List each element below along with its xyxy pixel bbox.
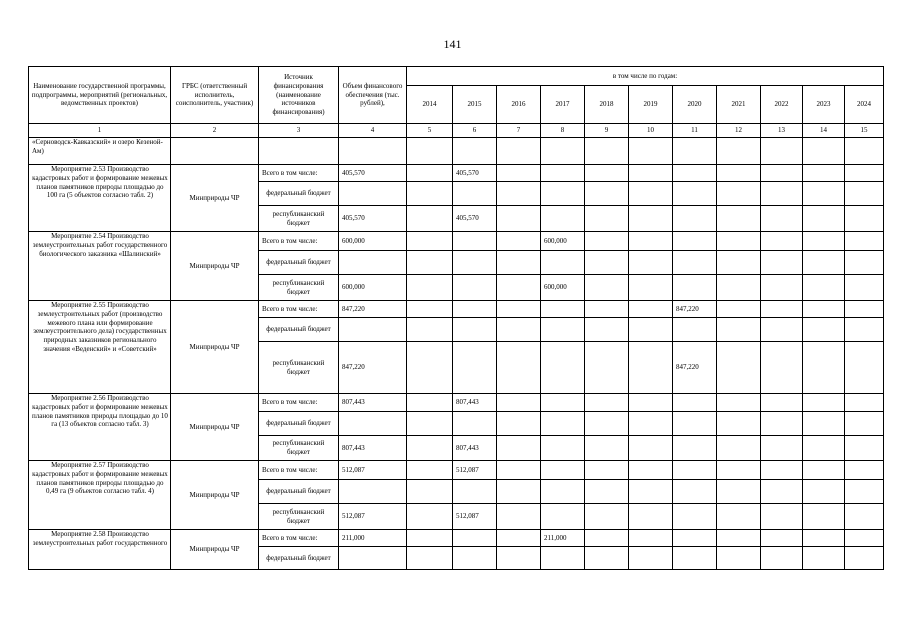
year-value-cell <box>629 530 673 547</box>
table-row <box>29 138 884 165</box>
header-column-number: 3 <box>259 124 339 138</box>
year-value-cell <box>407 412 453 436</box>
year-value-cell: 847,220 <box>673 342 717 394</box>
volume-cell <box>339 412 407 436</box>
ministry-cell: Минприроды ЧР <box>171 301 259 394</box>
header-year: 2022 <box>761 86 803 124</box>
empty-cell <box>629 138 673 165</box>
year-value-cell <box>845 504 884 530</box>
year-value-cell <box>629 275 673 301</box>
year-value-cell: 405,570 <box>453 206 497 232</box>
header-year: 2016 <box>497 86 541 124</box>
year-value-cell <box>803 232 845 251</box>
year-value-cell <box>717 436 761 461</box>
volume-cell: 600,000 <box>339 275 407 301</box>
year-value-cell <box>497 182 541 206</box>
year-value-cell <box>407 165 453 182</box>
table-row <box>29 301 884 318</box>
year-value-cell <box>453 412 497 436</box>
year-value-cell <box>585 461 629 480</box>
empty-cell <box>453 138 497 165</box>
volume-cell: 512,087 <box>339 504 407 530</box>
year-value-cell <box>407 182 453 206</box>
year-value-cell <box>629 436 673 461</box>
source-cell: Всего в том числе: <box>259 394 339 412</box>
year-value-cell <box>541 547 585 570</box>
year-value-cell <box>407 530 453 547</box>
source-cell: федеральный бюджет <box>259 182 339 206</box>
year-value-cell <box>541 461 585 480</box>
header-column-number: 14 <box>803 124 845 138</box>
continuation-text: «Серноводск-Кавказский» и озеро Кезеной-Ам) <box>29 138 171 165</box>
year-value-cell <box>673 412 717 436</box>
year-value-cell <box>407 342 453 394</box>
year-value-cell: 211,000 <box>541 530 585 547</box>
year-value-cell <box>717 530 761 547</box>
header-year: 2018 <box>585 86 629 124</box>
year-value-cell <box>673 232 717 251</box>
year-value-cell <box>673 436 717 461</box>
empty-cell <box>407 138 453 165</box>
volume-cell <box>339 182 407 206</box>
year-value-cell <box>453 530 497 547</box>
year-value-cell <box>717 206 761 232</box>
header-column-number: 5 <box>407 124 453 138</box>
year-value-cell <box>803 480 845 504</box>
source-cell: федеральный бюджет <box>259 251 339 275</box>
year-value-cell <box>803 342 845 394</box>
empty-cell <box>803 138 845 165</box>
year-value-cell <box>407 275 453 301</box>
year-value-cell <box>585 530 629 547</box>
year-value-cell <box>803 504 845 530</box>
year-value-cell <box>497 480 541 504</box>
year-value-cell <box>761 480 803 504</box>
financing-table <box>28 66 884 570</box>
empty-cell <box>845 138 884 165</box>
year-value-cell <box>761 251 803 275</box>
year-value-cell <box>541 301 585 318</box>
measure-title: Мероприятие 2.53 Производство кадастровых работ и формирование межевых планов памятников природы площадью до 100 га (5 объектов согласно табл. 2) <box>29 165 171 232</box>
table-row <box>29 165 884 182</box>
year-value-cell <box>761 275 803 301</box>
table-row <box>29 394 884 412</box>
year-value-cell <box>673 275 717 301</box>
year-value-cell <box>717 480 761 504</box>
table-row <box>29 232 884 251</box>
header-column-number: 6 <box>453 124 497 138</box>
year-value-cell <box>803 394 845 412</box>
year-value-cell <box>497 251 541 275</box>
header-year: 2019 <box>629 86 673 124</box>
year-value-cell <box>803 436 845 461</box>
year-value-cell <box>629 412 673 436</box>
source-cell: федеральный бюджет <box>259 547 339 570</box>
year-value-cell <box>803 275 845 301</box>
year-value-cell <box>407 318 453 342</box>
year-value-cell <box>717 301 761 318</box>
header-year: 2021 <box>717 86 761 124</box>
source-cell: Всего в том числе: <box>259 301 339 318</box>
year-value-cell <box>497 206 541 232</box>
empty-cell <box>541 138 585 165</box>
header-year: 2024 <box>845 86 884 124</box>
year-value-cell <box>761 436 803 461</box>
volume-cell <box>339 547 407 570</box>
year-value-cell <box>407 504 453 530</box>
year-value-cell <box>629 547 673 570</box>
year-value-cell: 600,000 <box>541 232 585 251</box>
year-value-cell <box>845 461 884 480</box>
year-value-cell <box>453 232 497 251</box>
year-value-cell <box>803 206 845 232</box>
year-value-cell <box>453 251 497 275</box>
year-value-cell <box>845 232 884 251</box>
year-value-cell <box>717 182 761 206</box>
year-value-cell <box>453 301 497 318</box>
year-value-cell <box>673 480 717 504</box>
year-value-cell <box>453 547 497 570</box>
year-value-cell: 512,087 <box>453 504 497 530</box>
year-value-cell <box>497 318 541 342</box>
year-value-cell <box>803 251 845 275</box>
year-value-cell <box>845 547 884 570</box>
header-column-number: 15 <box>845 124 884 138</box>
year-value-cell <box>541 394 585 412</box>
volume-cell: 600,000 <box>339 232 407 251</box>
year-value-cell <box>717 461 761 480</box>
year-value-cell <box>407 232 453 251</box>
volume-cell: 512,087 <box>339 461 407 480</box>
header-column-number: 13 <box>761 124 803 138</box>
year-value-cell <box>761 206 803 232</box>
header-column-number: 2 <box>171 124 259 138</box>
year-value-cell <box>541 318 585 342</box>
year-value-cell <box>673 530 717 547</box>
year-value-cell <box>629 342 673 394</box>
year-value-cell <box>541 436 585 461</box>
volume-cell <box>339 480 407 504</box>
year-value-cell <box>717 342 761 394</box>
year-value-cell <box>845 251 884 275</box>
year-value-cell <box>407 206 453 232</box>
year-value-cell <box>629 232 673 251</box>
year-value-cell <box>761 232 803 251</box>
header-source: Источник финансирования (наименование источников финансирования) <box>259 67 339 124</box>
year-value-cell <box>761 301 803 318</box>
year-value-cell <box>803 461 845 480</box>
year-value-cell <box>585 436 629 461</box>
year-value-cell <box>673 251 717 275</box>
source-cell: федеральный бюджет <box>259 480 339 504</box>
year-value-cell <box>541 182 585 206</box>
year-value-cell <box>541 480 585 504</box>
year-value-cell <box>717 504 761 530</box>
year-value-cell <box>629 165 673 182</box>
volume-cell: 807,443 <box>339 394 407 412</box>
year-value-cell <box>407 480 453 504</box>
header-year: 2017 <box>541 86 585 124</box>
year-value-cell <box>761 394 803 412</box>
year-value-cell <box>845 206 884 232</box>
year-value-cell <box>585 547 629 570</box>
year-value-cell <box>673 394 717 412</box>
year-value-cell <box>629 251 673 275</box>
year-value-cell <box>497 342 541 394</box>
year-value-cell <box>407 436 453 461</box>
year-value-cell <box>717 275 761 301</box>
year-value-cell: 600,000 <box>541 275 585 301</box>
ministry-cell: Минприроды ЧР <box>171 232 259 301</box>
year-value-cell <box>585 480 629 504</box>
year-value-cell <box>803 547 845 570</box>
year-value-cell <box>585 504 629 530</box>
header-name: Наименование государственной программы, подпрограммы, мероприятий (региональных, ведомственных проектов) <box>29 67 171 124</box>
year-value-cell <box>585 412 629 436</box>
year-value-cell <box>803 318 845 342</box>
empty-cell <box>339 138 407 165</box>
header-years-label: в том числе по годам: <box>407 67 884 86</box>
year-value-cell <box>407 301 453 318</box>
year-value-cell <box>585 394 629 412</box>
header-column-number: 1 <box>29 124 171 138</box>
year-value-cell <box>717 412 761 436</box>
year-value-cell <box>497 504 541 530</box>
year-value-cell <box>541 412 585 436</box>
year-value-cell <box>717 547 761 570</box>
header-column-number: 8 <box>541 124 585 138</box>
year-value-cell <box>453 318 497 342</box>
year-value-cell <box>845 165 884 182</box>
year-value-cell <box>761 412 803 436</box>
year-value-cell <box>717 251 761 275</box>
year-value-cell <box>845 342 884 394</box>
year-value-cell <box>761 342 803 394</box>
header-column-number: 10 <box>629 124 673 138</box>
year-value-cell <box>585 275 629 301</box>
year-value-cell <box>845 318 884 342</box>
year-value-cell <box>761 318 803 342</box>
empty-cell <box>259 138 339 165</box>
source-cell: Всего в том числе: <box>259 232 339 251</box>
header-column-number: 12 <box>717 124 761 138</box>
page-number: 141 <box>443 37 462 51</box>
table-row <box>29 461 884 480</box>
volume-cell: 807,443 <box>339 436 407 461</box>
year-value-cell <box>845 301 884 318</box>
year-value-cell <box>541 206 585 232</box>
year-value-cell <box>717 318 761 342</box>
year-value-cell <box>845 530 884 547</box>
year-value-cell: 847,220 <box>673 301 717 318</box>
year-value-cell <box>585 232 629 251</box>
year-value-cell: 405,570 <box>453 165 497 182</box>
volume-cell: 847,220 <box>339 301 407 318</box>
header-volume: Объем финансового обеспечения (тыс. рублей), <box>339 67 407 124</box>
year-value-cell <box>803 301 845 318</box>
header-year: 2014 <box>407 86 453 124</box>
measure-title: Мероприятие 2.54 Производство землеустроительных работ государственного биологического заказника «Шалинский» <box>29 232 171 301</box>
year-value-cell <box>629 206 673 232</box>
year-value-cell <box>453 342 497 394</box>
year-value-cell <box>717 394 761 412</box>
empty-cell <box>673 138 717 165</box>
year-value-cell <box>541 504 585 530</box>
empty-cell <box>717 138 761 165</box>
year-value-cell <box>453 480 497 504</box>
year-value-cell <box>629 394 673 412</box>
ministry-cell: Минприроды ЧР <box>171 394 259 461</box>
volume-cell: 211,000 <box>339 530 407 547</box>
year-value-cell <box>845 275 884 301</box>
year-value-cell <box>761 461 803 480</box>
volume-cell: 847,220 <box>339 342 407 394</box>
year-value-cell <box>541 165 585 182</box>
year-value-cell <box>845 436 884 461</box>
year-value-cell <box>585 206 629 232</box>
year-value-cell <box>541 251 585 275</box>
source-cell: федеральный бюджет <box>259 412 339 436</box>
header-column-number: 11 <box>673 124 717 138</box>
source-cell: республиканский бюджет <box>259 342 339 394</box>
source-cell: республиканский бюджет <box>259 504 339 530</box>
empty-cell <box>585 138 629 165</box>
volume-cell: 405,570 <box>339 206 407 232</box>
year-value-cell <box>845 480 884 504</box>
year-value-cell <box>497 530 541 547</box>
ministry-cell: Минприроды ЧР <box>171 165 259 232</box>
year-value-cell: 512,087 <box>453 461 497 480</box>
year-value-cell <box>803 530 845 547</box>
year-value-cell <box>541 342 585 394</box>
year-value-cell <box>585 251 629 275</box>
year-value-cell <box>803 165 845 182</box>
year-value-cell <box>497 547 541 570</box>
year-value-cell <box>673 504 717 530</box>
year-value-cell <box>407 461 453 480</box>
header-column-number: 7 <box>497 124 541 138</box>
header-year: 2015 <box>453 86 497 124</box>
year-value-cell <box>673 206 717 232</box>
measure-title: Мероприятие 2.56 Производство кадастровых работ и формирование межевых планов памятников природы площадью до 10 га (13 объектов согласно табл. 3) <box>29 394 171 461</box>
year-value-cell <box>497 461 541 480</box>
year-value-cell <box>761 504 803 530</box>
header-grbs: ГРБС (ответственный исполнитель, соисполнитель, участник) <box>171 67 259 124</box>
volume-cell <box>339 251 407 275</box>
year-value-cell <box>673 165 717 182</box>
source-cell: республиканский бюджет <box>259 436 339 461</box>
year-value-cell <box>407 394 453 412</box>
year-value-cell <box>585 165 629 182</box>
year-value-cell <box>407 251 453 275</box>
ministry-cell: Минприроды ЧР <box>171 530 259 570</box>
year-value-cell <box>407 547 453 570</box>
year-value-cell <box>761 530 803 547</box>
year-value-cell <box>629 504 673 530</box>
header-column-number: 9 <box>585 124 629 138</box>
source-cell: федеральный бюджет <box>259 318 339 342</box>
empty-cell <box>761 138 803 165</box>
year-value-cell <box>453 182 497 206</box>
source-cell: Всего в том числе: <box>259 530 339 547</box>
year-value-cell <box>629 318 673 342</box>
volume-cell: 405,570 <box>339 165 407 182</box>
year-value-cell <box>629 301 673 318</box>
year-value-cell <box>585 342 629 394</box>
ministry-cell: Минприроды ЧР <box>171 461 259 530</box>
year-value-cell <box>803 182 845 206</box>
year-value-cell <box>761 165 803 182</box>
year-value-cell <box>803 412 845 436</box>
measure-title: Мероприятие 2.58 Производство землеустроительных работ государственного <box>29 530 171 570</box>
table-row <box>29 530 884 547</box>
measure-title: Мероприятие 2.57 Производство кадастровых работ и формирование межевых планов памятников природы площадью до 0,49 га (9 объектов согласно табл. 4) <box>29 461 171 530</box>
header-column-number: 4 <box>339 124 407 138</box>
year-value-cell <box>673 461 717 480</box>
year-value-cell <box>629 461 673 480</box>
year-value-cell <box>497 412 541 436</box>
year-value-cell <box>497 275 541 301</box>
year-value-cell <box>761 547 803 570</box>
year-value-cell <box>845 394 884 412</box>
empty-cell <box>171 138 259 165</box>
volume-cell <box>339 318 407 342</box>
year-value-cell <box>585 318 629 342</box>
empty-cell <box>497 138 541 165</box>
year-value-cell <box>845 412 884 436</box>
year-value-cell: 807,443 <box>453 394 497 412</box>
source-cell: республиканский бюджет <box>259 275 339 301</box>
header-year: 2020 <box>673 86 717 124</box>
year-value-cell: 807,443 <box>453 436 497 461</box>
year-value-cell <box>497 232 541 251</box>
year-value-cell <box>497 436 541 461</box>
year-value-cell <box>761 182 803 206</box>
year-value-cell <box>585 301 629 318</box>
source-cell: Всего в том числе: <box>259 165 339 182</box>
year-value-cell <box>845 182 884 206</box>
year-value-cell <box>629 182 673 206</box>
year-value-cell <box>673 547 717 570</box>
header-year: 2023 <box>803 86 845 124</box>
measure-title: Мероприятие 2.55 Производство землеустроительных работ (производство межевого плана или формирование землеустроительного дела) государственных природных заказников регионального значения «Веденский» и «Советский» <box>29 301 171 394</box>
year-value-cell <box>453 275 497 301</box>
year-value-cell <box>673 318 717 342</box>
year-value-cell <box>497 301 541 318</box>
year-value-cell <box>497 165 541 182</box>
source-cell: республиканский бюджет <box>259 206 339 232</box>
year-value-cell <box>497 394 541 412</box>
year-value-cell <box>629 480 673 504</box>
year-value-cell <box>717 165 761 182</box>
year-value-cell <box>673 182 717 206</box>
source-cell: Всего в том числе: <box>259 461 339 480</box>
year-value-cell <box>717 232 761 251</box>
year-value-cell <box>585 182 629 206</box>
